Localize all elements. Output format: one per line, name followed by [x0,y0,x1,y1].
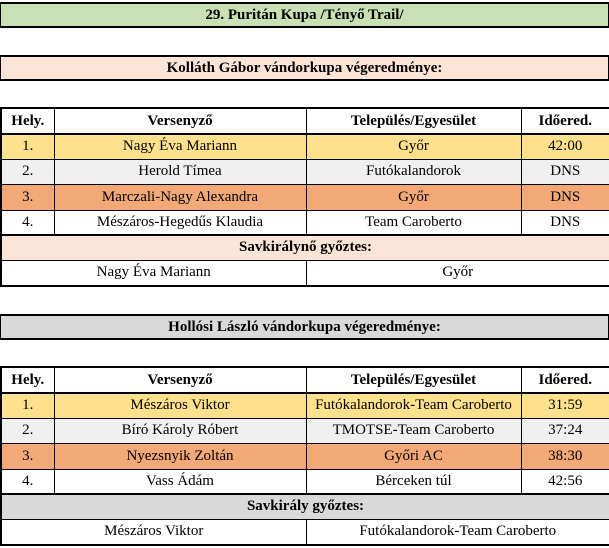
place-cell: 4. [1,469,54,494]
winner-club-cell: Futókalandorok-Team Caroberto [306,519,609,545]
time-cell: 42:00 [521,134,609,159]
place-cell: 3. [1,184,54,210]
results-table-2 [0,366,609,546]
name-cell: Bíró Károly Róbert [54,418,306,443]
results-table-1 [0,107,609,287]
col-header-place: Hely. [1,367,54,393]
empty-row [0,340,609,366]
time-cell: 38:30 [521,443,609,469]
club-cell: TMOTSE-Team Caroberto [306,418,521,443]
time-cell: 31:59 [521,393,609,418]
table-header-row [1,108,609,134]
winner-row [1,519,609,545]
table-header-row [1,367,609,393]
name-cell: Mészáros Viktor [54,393,306,418]
place-cell: 2. [1,418,54,443]
club-cell: Győri AC [306,443,521,469]
time-cell: 42:56 [521,469,609,494]
col-header-time: Időered. [521,367,609,393]
club-cell: Bérceken túl [306,469,521,494]
winner-banner [1,494,609,519]
name-cell: Nyezsnyik Zoltán [54,443,306,469]
place-cell: 3. [1,443,54,469]
place-cell: 1. [1,393,54,418]
col-header-club: Település/Egyesület [306,108,521,134]
place-cell: 2. [1,159,54,184]
club-cell: Team Caroberto [306,210,521,235]
time-cell: DNS [521,210,609,235]
page-title: 29. Puritán Kupa /Tényő Trail/ [0,2,609,28]
name-cell: Marczali-Nagy Alexandra [54,184,306,210]
winner-name-cell: Nagy Éva Mariann [1,260,306,286]
result-row [1,134,609,159]
col-header-time: Időered. [521,108,609,134]
col-header-competitor: Versenyző [54,367,306,393]
col-header-competitor: Versenyző [54,108,306,134]
time-cell: DNS [521,159,609,184]
club-cell: Győr [306,184,521,210]
empty-row [0,81,609,107]
name-cell: Vass Ádám [54,469,306,494]
result-row [1,393,609,418]
result-row [1,159,609,184]
result-row [1,418,609,443]
result-row [1,469,609,494]
section-1-header: Kolláth Gábor vándorkupa végeredménye: [0,55,609,81]
place-cell: 4. [1,210,54,235]
winner-name-cell: Mészáros Viktor [1,519,306,545]
name-cell: Mészáros-Hegedűs Klaudia [54,210,306,235]
club-cell: Futókalandorok-Team Caroberto [306,393,521,418]
winner-banner-label: Savkirály győztes: [1,494,609,519]
club-cell: Győr [306,134,521,159]
empty-row [0,287,609,314]
name-cell: Nagy Éva Mariann [54,134,306,159]
time-cell: 37:24 [521,418,609,443]
name-cell: Herold Tímea [54,159,306,184]
winner-row [1,260,609,286]
club-cell: Futókalandorok [306,159,521,184]
winner-banner-label: Savkirálynő győztes: [1,235,609,260]
col-header-club: Település/Egyesület [306,367,521,393]
result-row [1,443,609,469]
place-cell: 1. [1,134,54,159]
result-row [1,184,609,210]
result-row [1,210,609,235]
empty-row [0,28,609,55]
winner-club-cell: Győr [306,260,609,286]
winner-banner [1,235,609,260]
time-cell: DNS [521,184,609,210]
section-2-header: Hollósi László vándorkupa végeredménye: [0,314,609,340]
col-header-place: Hely. [1,108,54,134]
